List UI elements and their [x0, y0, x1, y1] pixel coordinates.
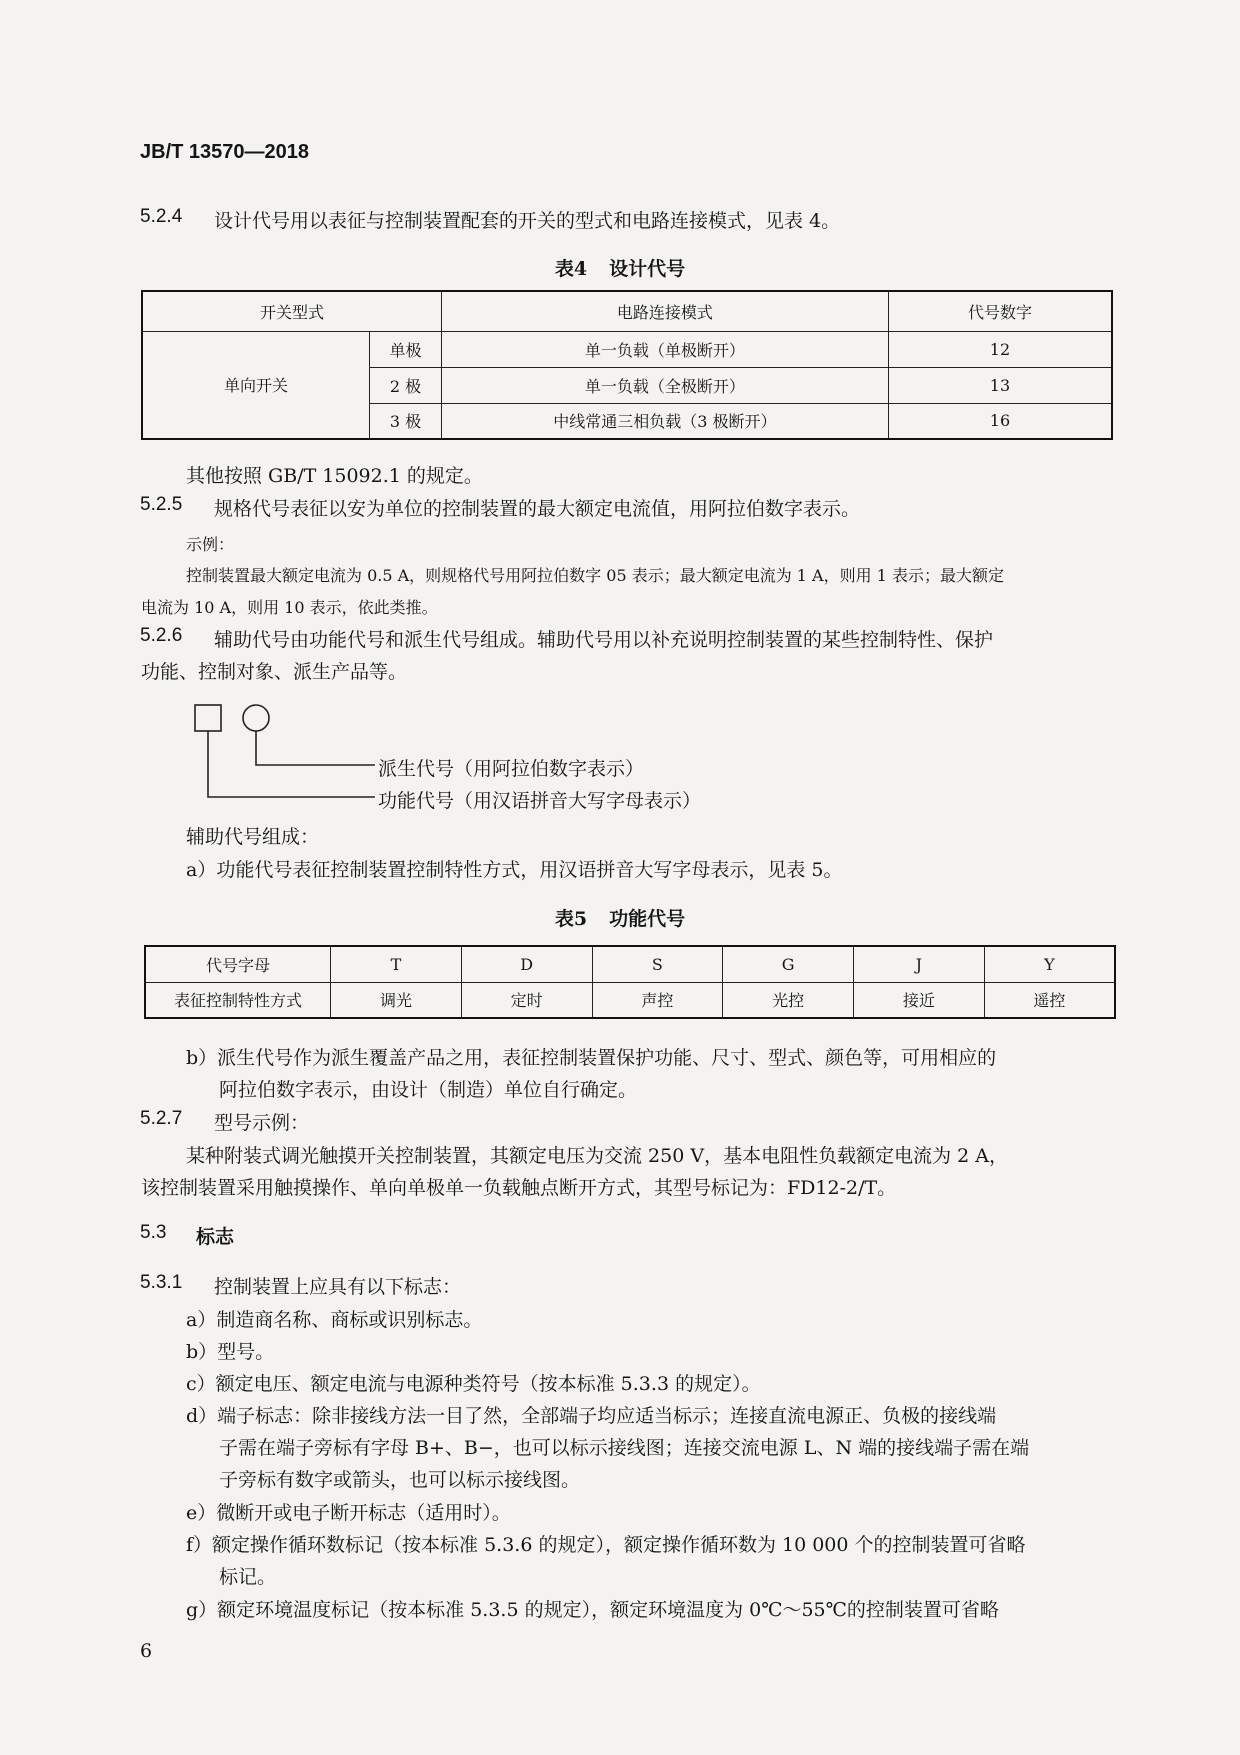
function-code-box	[195, 705, 221, 731]
marking-item-d-line-1: d）端子标志：除非接线方法一目了然，全部端子均应适当标示；连接直流电源正、负极的接线端	[186, 1405, 997, 1427]
table4-code: 13	[888, 367, 1112, 403]
derived-code-leader	[256, 731, 375, 765]
table4-mode: 单一负载（单极断开）	[441, 331, 888, 367]
table5-letter: Y	[984, 946, 1115, 982]
clause-title-5-2-7: 型号示例：	[214, 1112, 310, 1134]
section-number-5-3: 5.3	[140, 1222, 167, 1243]
table5-row-label-meaning: 表征控制特性方式	[145, 982, 331, 1018]
table5-meaning: 定时	[461, 982, 592, 1018]
note-gbt-reference: 其他按照 GB/T 15092.1 的规定。	[186, 465, 483, 487]
table5-letter: T	[331, 946, 462, 982]
table4-caption	[0, 254, 1240, 281]
derived-code-label: 派生代号（用阿拉伯数字表示）	[378, 758, 645, 780]
table5-letter: J	[853, 946, 984, 982]
standard-number: JB/T 13570—2018	[140, 141, 310, 163]
table4-header-code-digit: 代号数字	[888, 291, 1112, 331]
table4-mode: 单一负载（全极断开）	[441, 367, 888, 403]
table4-pole: 单极	[370, 331, 442, 367]
table4-header-switch-type: 开关型式	[142, 291, 441, 331]
example-label: 示例：	[186, 535, 235, 554]
table4-code: 16	[888, 403, 1112, 439]
table5-meaning: 声控	[592, 982, 723, 1018]
model-example-line-2: 该控制装置采用触摸操作、单向单极单一负载触点断开方式，其型号标记为：FD12-2/T。	[141, 1177, 897, 1199]
marking-item-e: e）微断开或电子断开标志（适用时）。	[186, 1502, 511, 1524]
clause-text-5-2-6-line-1: 辅助代号由功能代号和派生代号组成。辅助代号用以补充说明控制装置的某些控制特性、保护	[214, 629, 994, 651]
table4-caption-number: 表4	[554, 258, 588, 280]
table4	[141, 290, 1113, 440]
table5-caption-number: 表5	[554, 908, 588, 930]
table5-caption-title: 功能代号	[609, 908, 686, 930]
table5-caption	[0, 904, 1240, 931]
table5-row-label-letter: 代号字母	[145, 946, 331, 982]
marking-item-c: c）额定电压、额定电流与电源种类符号（按本标准 5.3.3 的规定）。	[186, 1373, 761, 1395]
clause-text-5-3-1: 控制装置上应具有以下标志：	[214, 1276, 462, 1298]
table5-meaning: 接近	[853, 982, 984, 1018]
table5-meaning: 遥控	[984, 982, 1115, 1018]
marking-item-g-line-1: g）额定环境温度标记（按本标准 5.3.5 的规定），额定环境温度为 0℃～55℃的控制装置可省略	[186, 1599, 999, 1621]
table4-pole: 3 极	[370, 403, 442, 439]
clause-text-5-2-4: 设计代号用以表征与控制装置配套的开关的型式和电路连接模式，见表 4。	[214, 210, 841, 232]
table5-letter: G	[723, 946, 854, 982]
table4-pole: 2 极	[370, 367, 442, 403]
table4-header-circuit-mode: 电路连接模式	[441, 291, 888, 331]
section-title-5-3: 标志	[196, 1226, 235, 1248]
item-b-line-2: 阿拉伯数字表示，由设计（制造）单位自行确定。	[219, 1079, 638, 1101]
table4-code: 12	[888, 331, 1112, 367]
clause-number-5-2-7: 5.2.7	[140, 1108, 183, 1129]
clause-number-5-2-6: 5.2.6	[140, 625, 183, 646]
marking-item-f-line-2: 标记。	[219, 1566, 277, 1588]
marking-item-b: b）型号。	[186, 1341, 275, 1363]
table4-group-label: 单向开关	[142, 331, 370, 439]
item-a-function-code: a）功能代号表征控制装置控制特性方式，用汉语拼音大写字母表示，见表 5。	[186, 859, 843, 881]
function-code-label: 功能代号（用汉语拼音大写字母表示）	[378, 790, 702, 812]
function-code-leader	[208, 731, 375, 797]
clause-text-5-2-6-line-2: 功能、控制对象、派生产品等。	[141, 661, 408, 683]
clause-number-5-3-1: 5.3.1	[140, 1272, 183, 1293]
derived-code-circle	[243, 705, 269, 731]
clause-number-5-2-4: 5.2.4	[140, 206, 183, 227]
marking-item-d-line-2: 子需在端子旁标有字母 B+、B−，也可以标示接线图；连接交流电源 L、N 端的接线端子需在端	[219, 1437, 1030, 1459]
table5-letter: D	[461, 946, 592, 982]
table5-meaning: 光控	[723, 982, 854, 1018]
clause-number-5-2-5: 5.2.5	[140, 494, 183, 515]
page-number: 6	[140, 1640, 153, 1662]
table4-caption-title: 设计代号	[609, 258, 686, 280]
table5-letter: S	[592, 946, 723, 982]
example-line-1: 控制装置最大额定电流为 0.5 A，则规格代号用阿拉伯数字 05 表示；最大额定电流为 1 A，则用 1 表示；最大额定	[186, 566, 1004, 585]
model-example-line-1: 某种附装式调光触摸开关控制装置，其额定电压为交流 250 V，基本电阻性负载额定电流为 2 A，	[186, 1145, 1008, 1167]
aux-code-diagram	[190, 700, 380, 810]
table5-meaning: 调光	[331, 982, 462, 1018]
table5	[144, 945, 1116, 1019]
aux-code-composition: 辅助代号组成：	[186, 826, 320, 848]
marking-item-d-line-3: 子旁标有数字或箭头，也可以标示接线图。	[219, 1469, 581, 1491]
clause-text-5-2-5: 规格代号表征以安为单位的控制装置的最大额定电流值，用阿拉伯数字表示。	[214, 498, 861, 520]
example-line-2: 电流为 10 A，则用 10 表示，依此类推。	[141, 598, 438, 617]
table4-mode: 中线常通三相负载（3 极断开）	[441, 403, 888, 439]
marking-item-f-line-1: f）额定操作循环数标记（按本标准 5.3.6 的规定），额定操作循环数为 10 000 个的控制装置可省略	[186, 1534, 1026, 1556]
marking-item-a: a）制造商名称、商标或识别标志。	[186, 1309, 483, 1331]
item-b-line-1: b）派生代号作为派生覆盖产品之用，表征控制装置保护功能、尺寸、型式、颜色等，可用相应的	[186, 1047, 997, 1069]
